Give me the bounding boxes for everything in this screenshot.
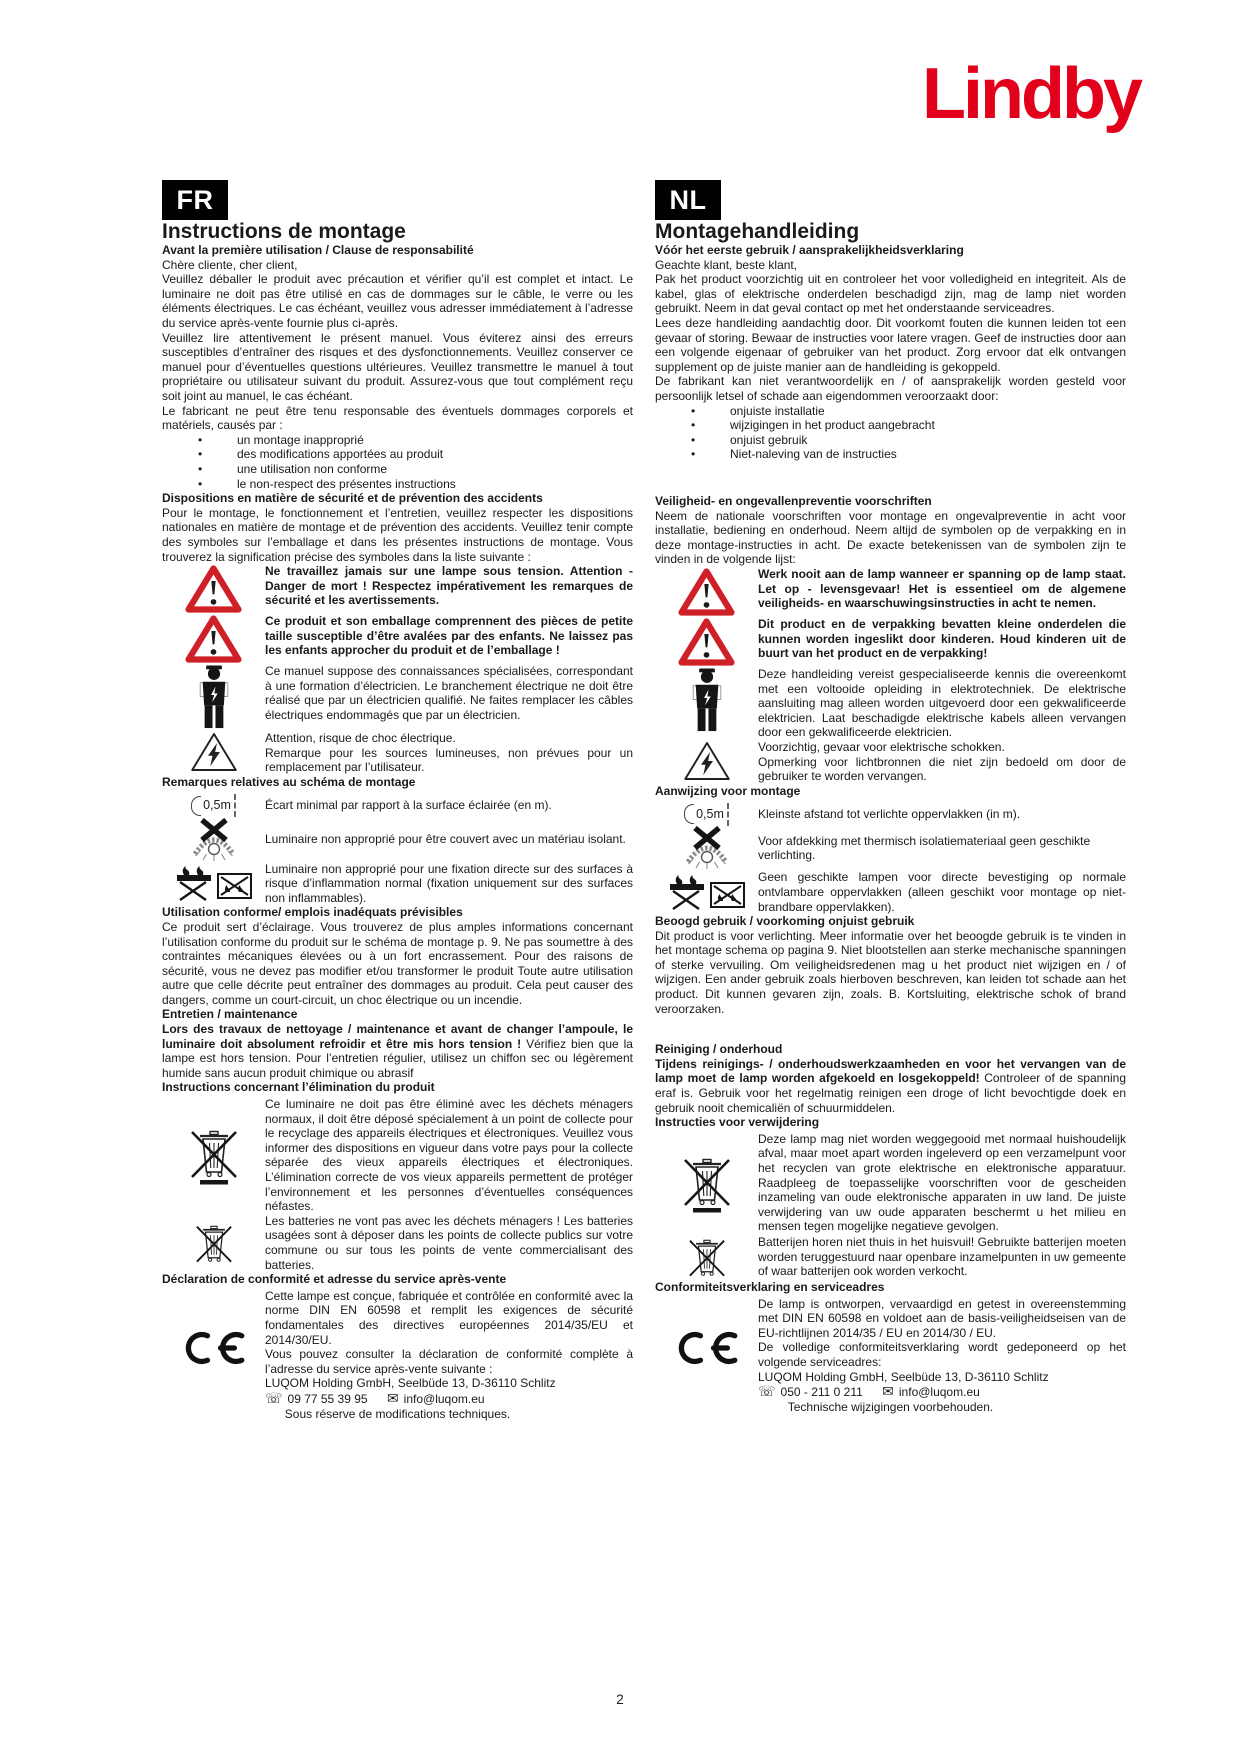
paragraph: Vous pouvez consulter la déclaration de conformité complète à l’adresse du service après-vente suivante : bbox=[265, 1347, 633, 1376]
bold-warning: Lors des travaux de nettoyage / maintenance et avant de changer l’ampoule, le luminaire doit absolument refroidir et être mis hors tension ! bbox=[162, 1022, 633, 1051]
warning-triangle-icon bbox=[185, 614, 242, 664]
icon-cell bbox=[162, 564, 265, 614]
section-disposal-fr bbox=[162, 1080, 633, 1272]
paragraph: De lamp is ontworpen, vervaardigd en getest in overeenstemming met DIN EN 60598 en voldoet aan de basis-veiligheidseisen van de EU-richtlijnen 2014/35 / EU en 2014/30 / EU. bbox=[758, 1296, 1126, 1340]
section-heading: Remarques relatives au schéma de montage bbox=[162, 774, 416, 789]
section-heading: Beoogd gebruik / voorkoming onjuist gebruik bbox=[655, 914, 915, 929]
icon-cell bbox=[655, 740, 758, 782]
section-heading: Avant la première utilisation / Clause de responsabilité bbox=[162, 243, 474, 258]
bullet-item bbox=[655, 447, 1126, 462]
language-badge-fr-label: FR bbox=[176, 184, 214, 215]
symbol-text: Deze lamp mag niet worden weggegooid met normaal huishoudelijk afval, maar moet apart worden ingeleverd op een verzamelpunt voor het recyclen van grote elektrische en elektronische apparatuur. Raadpleeg de toepasselijke voorschriften voor de gescheiden inzameling van oude elektronische apparaten in uw land. De juiste verwijdering van uw oude apparaten beschermt u het milieu en mensen tegen mogelijke negatieve gevolgen. bbox=[758, 1131, 1126, 1234]
symbol-row bbox=[162, 794, 633, 818]
email-address: info@luqom.eu bbox=[898, 1385, 980, 1400]
conformity-text bbox=[758, 1297, 1126, 1400]
electric-shock-triangle-icon bbox=[190, 731, 238, 773]
section-heading: Vóór het eerste gebruik / aansprakelijkheidsverklaring bbox=[655, 243, 964, 258]
paragraph-text: Vérifiez bien que la lampe est hors tension. Pour l’entretien régulier, utilisez un chiffon sec ou légèrement humide sans aucun produit chimique ou abrasif bbox=[162, 1036, 633, 1080]
symbol-row bbox=[655, 740, 1126, 784]
paragraph: Neem de nationale voorschriften voor montage en ongevalpreventie in acht voor installatie, bediening en onderhoud. Neem altijd de symbolen op de verpakking en in deze montage-instructies in acht. De exacte betekenissen van de symbolen zijn te vinden in de volgende lijst: bbox=[655, 508, 1126, 567]
lindby-logo: Lindby bbox=[922, 54, 1140, 134]
section-use-fr bbox=[162, 905, 633, 1007]
bullet-item bbox=[655, 404, 1126, 419]
paragraph: Veuillez déballer le produit avec précaution et vérifier qu’il est complet et intact. Le luminaire ne doit pas être utilisé en cas de dommages sur le câble, le verre ou les éléments électriques. Le cas échéant, veuillez vous adresser immédiatement à l’adresse du service après-vente fournie plus ci-après. bbox=[162, 272, 633, 331]
icon-cell bbox=[162, 794, 265, 818]
symbol-text: Écart minimal par rapport à la surface éclairée (en m). bbox=[265, 798, 552, 813]
symbol-line: Remarque pour les sources lumineuses, non prévues pour un remplacement par l’utilisateur. bbox=[265, 745, 633, 775]
phone-icon: ☏ bbox=[265, 1389, 283, 1406]
symbol-row bbox=[655, 1132, 1126, 1234]
paragraph: Veuillez lire attentivement le présent manuel. Vous éviterez ainsi des erreurs susceptibles d’entraîner des risques et des dysfonctionnements. Veuillez conserver ce manuel pour d’éventuelles questions ultérieures. Veuillez transmettre le manuel à tout propriétaire ou utilisateur suivant du produit. Assurez-vous que tout complément reçu soit joint au manuel, le cas échéant. bbox=[162, 330, 633, 404]
paragraph bbox=[162, 1022, 633, 1080]
symbol-text bbox=[758, 740, 1126, 784]
no-flammable-surface-icon bbox=[176, 862, 252, 904]
symbol-line: Opmerking voor lichtbronnen die niet zijn bedoeld om door de gebruiker te worden vervangen. bbox=[758, 754, 1126, 784]
symbol-row bbox=[655, 1297, 1126, 1400]
symbol-row bbox=[162, 1289, 633, 1407]
paragraph: Pak het product voorzichtig uit en controleer het voor volledigheid en integriteit. Als de kabel, glas of elektrische onderdelen beschadigd zijn, mag de lamp niet worden gebruikt. Neem in dat geval contact op met het onderstaande serviceadres. bbox=[655, 272, 1126, 316]
section-liability-nl bbox=[655, 243, 1126, 462]
symbol-row bbox=[162, 862, 633, 906]
phone-icon: ☏ bbox=[758, 1383, 776, 1400]
icon-cell bbox=[655, 1153, 758, 1213]
columns bbox=[162, 180, 1126, 1421]
symbol-row bbox=[655, 802, 1126, 826]
bold-warning: Tijdens reinigings- / onderhoudswerkzaamheden en voor het vervangen van de lamp moet de lamp worden afgekoeld en losgekoppeld! bbox=[655, 1056, 1126, 1086]
mail-icon: ✉ bbox=[386, 1389, 399, 1406]
min-distance-icon bbox=[191, 794, 236, 818]
symbol-text: Luminaire non approprié pour être couvert avec un matériau isolant. bbox=[265, 832, 626, 847]
section-mounting-fr bbox=[162, 775, 633, 905]
no-insulation-cover-icon bbox=[680, 826, 734, 870]
salutation: Geachte klant, beste klant, bbox=[655, 257, 798, 272]
icon-cell bbox=[655, 802, 758, 826]
bullet-text: un montage inapproprié bbox=[237, 432, 364, 447]
column-nl bbox=[655, 180, 1126, 1421]
paragraph: Pour le montage, le fonctionnement et l’entretien, veuillez respecter les dispositions nationales en matière de montage et de prévention des accidents. Veuillez tenir compte des symboles sur l’emballage et dans les présentes instructions de montage. Vous trouverez la signification précise des symboles dans la liste suivante : bbox=[162, 505, 633, 564]
bullet-text: des modifications apportées au produit bbox=[237, 447, 444, 462]
section-disposal-nl bbox=[655, 1115, 1126, 1280]
service-address: LUQOM Holding GmbH, Seelbüde 13, D-36110 Schlitz bbox=[758, 1369, 1049, 1384]
contact-line bbox=[758, 1384, 1126, 1400]
paragraph-text: Controleer of de spanning eraf is. Gebruik voor het regelmatig reinigen een droge of licht bevochtigde doek en gebruik nooit chemicaliën of schuurmiddelen. bbox=[655, 1071, 1126, 1115]
symbol-text: Batterijen horen niet thuis in het huisvuil! Gebruikte batterijen moeten worden teruggestuurd naar openbare inzamelpunten in uw gemeente of waar batterijen ook worden verkocht. bbox=[758, 1235, 1126, 1279]
ce-mark-icon bbox=[676, 1329, 738, 1367]
language-badge-nl-label: NL bbox=[669, 184, 707, 215]
symbol-row bbox=[162, 664, 633, 731]
section-safety-fr bbox=[162, 491, 633, 564]
liability-bullets-nl bbox=[655, 404, 1126, 462]
section-heading: Utilisation conforme/ emplois inadéquats prévisibles bbox=[162, 905, 463, 920]
icon-cell bbox=[655, 1234, 758, 1280]
lamp-shape bbox=[191, 796, 201, 816]
bullet-item bbox=[162, 477, 633, 492]
paragraph: Le fabricant ne peut être tenu responsable des éventuels dommages corporels et matériels, causés par : bbox=[162, 403, 633, 433]
symbol-text: Ce manuel suppose des connaissances spécialisées, correspondant à une formation d’électricien. Le branchement électrique ne doit être réalisé que par un électricien qualifié. Ne faites remplacer les câbles électriques endommagés que par un électricien. bbox=[265, 664, 633, 722]
battery-crossed-bin-icon bbox=[686, 1234, 728, 1280]
warning-triangle-icon bbox=[185, 564, 242, 614]
section-conformity-nl bbox=[655, 1280, 1126, 1400]
symbol-text: Ce luminaire ne doit pas être éliminé avec les déchets ménagers normaux, il doit être déposé spécialement à un point de collecte pour le recyclage des appareils électriques et électroniques. Veuillez vous informer des dispositions en vigueur dans votre pays pour la collecte séparée des vieux appareils électriques et électroniques. L’élimination correcte de vos vieux appareils permettent de protéger l’environnement et les personnes d’éventuelles conséquences néfastes. bbox=[265, 1097, 633, 1214]
symbol-text bbox=[265, 731, 633, 775]
bullet-item bbox=[655, 418, 1126, 433]
conformity-text bbox=[265, 1289, 633, 1407]
page-title-fr: Instructions de montage bbox=[162, 220, 406, 243]
symbol-row bbox=[162, 818, 633, 862]
bullet-text: wijzigingen in het product aangebracht bbox=[730, 418, 935, 433]
symbol-row bbox=[162, 1214, 633, 1272]
liability-bullets-fr bbox=[162, 433, 633, 491]
bullet-text: Niet-naleving van de instructies bbox=[730, 447, 897, 462]
symbol-row bbox=[162, 731, 633, 775]
icon-cell bbox=[162, 731, 265, 773]
section-maintenance-fr bbox=[162, 1007, 633, 1080]
distance-value: 0,5m bbox=[696, 807, 724, 822]
section-heading: Reiniging / onderhoud bbox=[655, 1042, 783, 1057]
distance-value: 0,5m bbox=[203, 798, 231, 813]
electric-shock-triangle-icon bbox=[683, 740, 731, 782]
no-insulation-cover-icon bbox=[187, 818, 241, 862]
contact-line bbox=[265, 1391, 633, 1407]
section-heading: Entretien / maintenance bbox=[162, 1007, 298, 1022]
bullet-item bbox=[655, 433, 1126, 448]
section-use-nl bbox=[655, 914, 1126, 1016]
warning-triangle-icon bbox=[678, 617, 735, 667]
section-heading: Instructies voor verwijdering bbox=[655, 1115, 820, 1130]
section-heading: Aanwijzing voor montage bbox=[655, 783, 801, 798]
section-heading: Déclaration de conformité et adresse du service après-vente bbox=[162, 1272, 507, 1287]
symbol-text: Geen geschikte lampen voor directe bevestiging op normale ontvlambare oppervlakken (alleen geschikt voor montage op niet-brandbare oppervlakken). bbox=[758, 870, 1126, 914]
mail-icon: ✉ bbox=[882, 1383, 894, 1400]
electrician-icon bbox=[690, 667, 724, 734]
icon-cell bbox=[162, 818, 265, 862]
symbol-row bbox=[655, 667, 1126, 740]
symbol-text: Les batteries ne vont pas avec les déchets ménagers ! Les batteries usagées sont à déposer dans les points de collecte publics sur votre commune ou sur tous les points de vente commercialisant des batteries. bbox=[265, 1213, 633, 1272]
lamp-shape bbox=[684, 804, 694, 824]
symbol-text: Ne travaillez jamais sur une lampe sous tension. Attention - Danger de mort ! Respectez impérativement les remarques de sécurité et les avertissements. bbox=[265, 564, 633, 608]
bullet-text: une utilisation non conforme bbox=[237, 462, 388, 476]
symbol-text: Deze handleiding vereist gespecialiseerde kennis die overeenkomt met een voltooide opleiding in elektrotechniek. De elektrische aansluiting mag alleen worden uitgevoerd door een gekwalificeerde elektricien. Laat beschadigde elektrische kabels alleen vervangen door een gekwalificeerde elektricien. bbox=[758, 666, 1126, 740]
page-title-nl: Montagehandleiding bbox=[655, 220, 860, 243]
phone-number: 09 77 55 39 95 bbox=[287, 1391, 368, 1406]
wall-hatch bbox=[234, 794, 236, 817]
paragraph: Cette lampe est conçue, fabriquée et contrôlée en conformité avec la norme DIN EN 60598 et remplit les exigences de sécurité fondamentales des directives européennes 2014/35/EU et 2014/30/EU. bbox=[265, 1288, 633, 1347]
paragraph: De fabrikant kan niet verantwoordelijk en / of aansprakelijk worden gesteld voor persoonlijk letsel of schade aan eigendommen veroorzaakt door: bbox=[655, 374, 1126, 404]
bullet-item bbox=[162, 447, 633, 462]
paragraph bbox=[655, 1057, 1126, 1115]
language-badge-fr bbox=[162, 180, 228, 220]
symbol-line: Voorzichtig, gevaar voor elektrische schokken. bbox=[758, 739, 1005, 754]
column-fr bbox=[162, 180, 633, 1421]
salutation: Chère cliente, cher client, bbox=[162, 257, 298, 272]
symbol-row bbox=[655, 870, 1126, 914]
section-mounting-nl bbox=[655, 784, 1126, 914]
icon-cell bbox=[162, 614, 265, 664]
service-address: LUQOM Holding GmbH, Seelbüde 13, D-36110 Schlitz bbox=[265, 1376, 556, 1391]
bullet-text: le non-respect des présentes instructions bbox=[237, 476, 456, 491]
icon-cell bbox=[162, 1125, 265, 1185]
section-liability-fr bbox=[162, 243, 633, 491]
bullet-text: onjuist gebruik bbox=[730, 432, 808, 447]
wall-hatch bbox=[727, 803, 729, 826]
page-number: 2 bbox=[616, 1692, 624, 1707]
symbol-row bbox=[162, 1097, 633, 1214]
technical-changes-note: Technische wijzigingen voorbehouden. bbox=[787, 1399, 994, 1414]
symbol-line: Attention, risque de choc électrique. bbox=[265, 731, 456, 746]
symbol-text: Werk nooit aan de lamp wanneer er spanning op de lamp staat. Let op - levensgevaar! Het is essentieel om de algemene veiligheids- en waarschuwingsinstructies in acht te nemen. bbox=[758, 566, 1126, 611]
icon-cell bbox=[162, 664, 265, 731]
icon-cell bbox=[162, 862, 265, 904]
icon-cell bbox=[655, 871, 758, 913]
language-badge-nl bbox=[655, 180, 721, 220]
paragraph: Lees deze handleiding aandachtig door. Dit voorkomt fouten die kunnen leiden tot een gevaar of storing. Bewaar de instructies voor latere vragen. Geef de instructies door aan een volgende eigenaar of gebruiker van het product. Zorg ervoor dat elk ontvangen supplement op de juiste manier aan de handleiding is gekoppeld. bbox=[655, 316, 1126, 374]
symbol-row bbox=[162, 564, 633, 614]
section-heading: Conformiteitsverklaring en serviceadres bbox=[655, 1279, 885, 1294]
symbol-text: Dit product en de verpakking bevatten kleine onderdelen die kunnen worden ingeslikt door kinderen. Houd kinderen uit de buurt van het product en de verpakking! bbox=[758, 616, 1126, 661]
section-heading: Instructions concernant l’élimination du produit bbox=[162, 1080, 435, 1095]
paragraph: De volledige conformiteitsverklaring wordt gedeponeerd op het volgende serviceadres: bbox=[758, 1340, 1126, 1369]
email-address: info@luqom.eu bbox=[403, 1391, 485, 1406]
icon-cell bbox=[655, 567, 758, 617]
symbol-text: Voor afdekking met thermisch isolatiemateriaal geen geschikte verlichting. bbox=[758, 833, 1091, 863]
section-conformity-fr bbox=[162, 1272, 633, 1406]
weee-crossed-bin-icon bbox=[187, 1125, 241, 1185]
no-flammable-surface-icon bbox=[669, 871, 745, 913]
battery-crossed-bin-icon bbox=[193, 1220, 235, 1266]
icon-cell bbox=[162, 1329, 265, 1367]
icon-cell bbox=[655, 1329, 758, 1367]
paragraph: Dit product is voor verlichting. Meer informatie over het beoogde gebruik is te vinden in het montage schema op pagina 9. Niet blootstellen aan sterke mechanische spanningen of sterke vervuiling. Om veiligheidsredenen mag u het product niet wijzigen en / of wijzigen. Een ander gebruik zoals hierboven beschreven, kan leiden tot schade aan het product. Dit kunnen gevaren zijn, zoals. B. Kortsluiting, elektrische schok of brand veroorzaken. bbox=[655, 928, 1126, 1016]
symbol-row bbox=[655, 826, 1126, 870]
min-distance-icon bbox=[684, 802, 729, 826]
section-heading: Dispositions en matière de sécurité et de prévention des accidents bbox=[162, 491, 543, 506]
icon-cell bbox=[655, 667, 758, 734]
icon-cell bbox=[655, 826, 758, 870]
bullet-item bbox=[162, 462, 633, 477]
electrician-icon bbox=[197, 664, 231, 731]
bullet-item bbox=[162, 433, 633, 448]
symbol-row bbox=[162, 614, 633, 664]
section-heading: Veiligheid- en ongevallenpreventie voorschriften bbox=[655, 494, 932, 508]
icon-cell bbox=[162, 1220, 265, 1266]
symbol-row bbox=[655, 617, 1126, 667]
ce-mark-icon bbox=[183, 1329, 245, 1367]
symbol-row bbox=[655, 1234, 1126, 1280]
weee-crossed-bin-icon bbox=[680, 1153, 734, 1213]
phone-number: 050 - 211 0 211 bbox=[780, 1385, 863, 1400]
technical-changes-note: Sous réserve de modifications techniques. bbox=[284, 1406, 511, 1421]
symbol-text: Ce produit et son emballage comprennent des pièces de petite taille susceptible d’être avalées par des enfants. Ne laissez pas les enfants approcher du produit et de l’emballage ! bbox=[265, 614, 633, 658]
symbol-row bbox=[655, 567, 1126, 617]
symbol-text: Kleinste afstand tot verlichte oppervlakken (in m). bbox=[758, 807, 1021, 822]
warning-triangle-icon bbox=[678, 567, 735, 617]
symbol-text: Luminaire non approprié pour une fixation directe sur des surfaces à risque d’inflammation normal (fixation uniquement sur des surfaces non inflammables). bbox=[265, 861, 633, 905]
section-safety-nl bbox=[655, 494, 1126, 567]
icon-cell bbox=[655, 617, 758, 667]
bullet-text: onjuiste installatie bbox=[730, 403, 825, 418]
section-maintenance-nl bbox=[655, 1042, 1126, 1115]
paragraph: Ce produit sert d’éclairage. Vous trouverez de plus amples informations concernant l’utilisation conforme du produit sur le schéma de montage p. 9. Ne pas soumettre à des contraintes mécaniques élevées ou à un fort encrassement. Pour des raisons de sécurité, vous ne devez pas modifier et/ou transformer le produit Toute autre utilisation autre que celle décrite peut entraîner des dommages au produit. Cela peut causer des dangers, comme un court-circuit, un choc électrique ou un incendie. bbox=[162, 919, 633, 1007]
